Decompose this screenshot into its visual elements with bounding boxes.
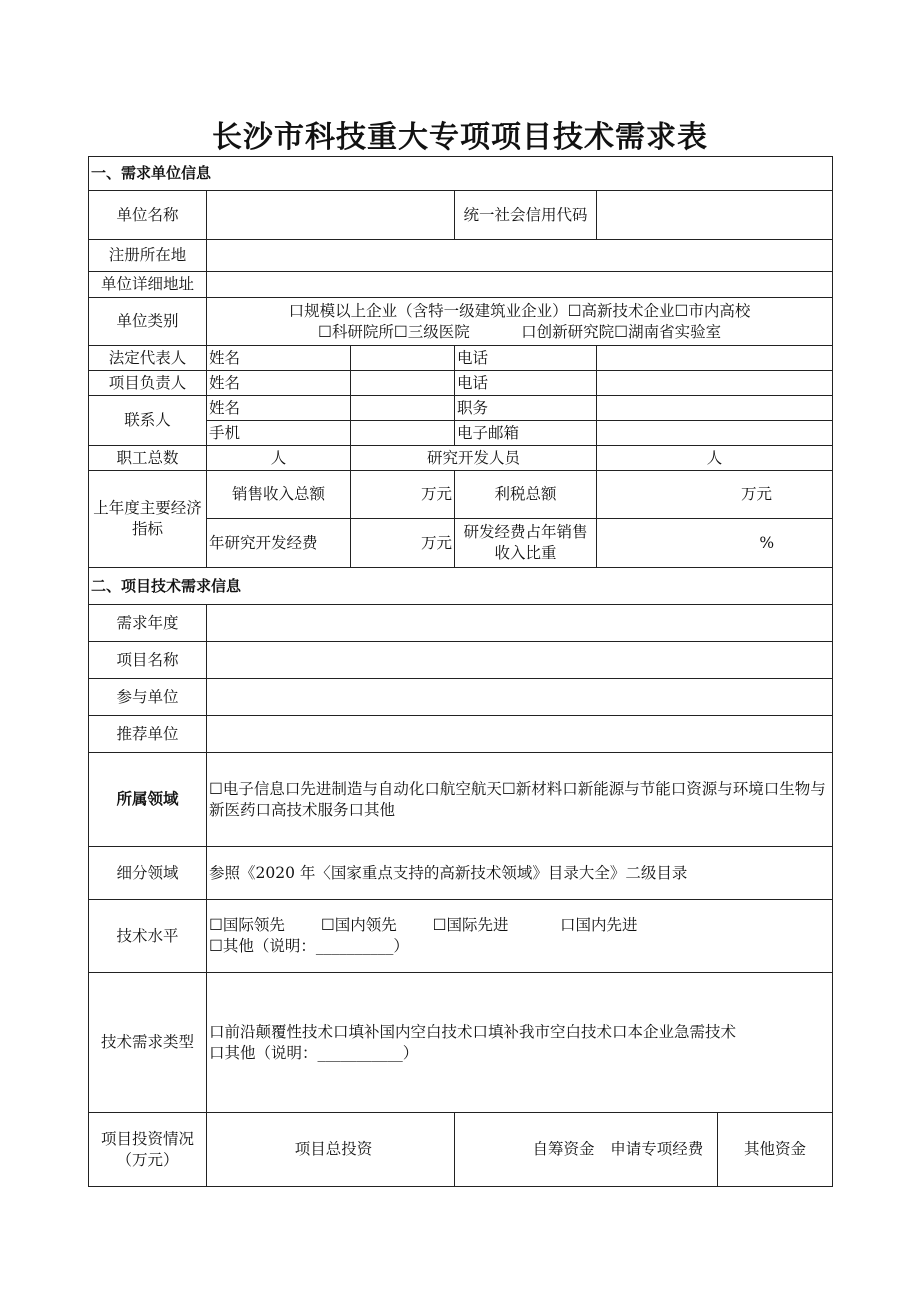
participant-field[interactable]: [207, 679, 833, 716]
tech-level-line-1[interactable]: ☐国际领先 ☐国内领先 ☐国际先进 口国内先进: [209, 916, 638, 935]
legal-rep-name-label: 姓名: [207, 346, 351, 371]
demand-type-options[interactable]: 口前沿颠覆性技术口填补国内空白技术口填补我市空白技术口本企业急需技术 口其他（说明：___________）: [207, 973, 833, 1113]
project-lead-phone-field[interactable]: [597, 371, 833, 396]
project-lead-label: 项目负责人: [89, 371, 207, 396]
staff-total-field[interactable]: [207, 446, 351, 471]
sales-field[interactable]: [351, 471, 455, 519]
requirement-form-table: [88, 156, 865, 1187]
total-investment-label: 项目总投资: [207, 1113, 455, 1187]
rd-ratio-field[interactable]: [597, 519, 833, 568]
legal-rep-name-field[interactable]: [351, 346, 455, 371]
page-title: 长沙市科技重大专项项目技术需求表: [212, 120, 708, 155]
self-funding-label: 自筹资金: [455, 1113, 597, 1187]
legal-rep-phone-label: 电话: [455, 346, 597, 371]
unit-name-label: 单位名称: [89, 191, 207, 240]
field-label: 所属领域: [89, 753, 207, 847]
recommender-label: 推荐单位: [89, 716, 207, 753]
unit-type-line-2[interactable]: ☐科研院所☐三级医院 口创新研究院☐湖南省实验室: [317, 322, 722, 341]
project-name-label: 项目名称: [89, 642, 207, 679]
sales-unit: 万元: [420, 485, 452, 504]
unit-name-field[interactable]: [207, 191, 455, 240]
project-name-field[interactable]: [207, 642, 833, 679]
contact-email-field[interactable]: [597, 421, 833, 446]
tax-label: 利税总额: [455, 471, 597, 519]
sales-label: 销售收入总额: [207, 471, 351, 519]
project-lead-name-field[interactable]: [351, 371, 455, 396]
contact-email-label: 电子邮箱: [455, 421, 597, 446]
credit-code-label: 统一社会信用代码: [455, 191, 597, 240]
rd-ratio-unit: %: [759, 533, 775, 552]
contact-position-label: 职务: [455, 396, 597, 421]
participant-label: 参与单位: [89, 679, 207, 716]
special-fund-label: 申请专项经费: [597, 1113, 718, 1187]
credit-code-field[interactable]: [597, 191, 833, 240]
tech-level-line-2[interactable]: ☐其他（说明：__________）: [209, 937, 409, 955]
tax-unit: 万元: [741, 485, 773, 504]
rd-staff-unit: 人: [706, 448, 723, 467]
staff-total-unit: 人: [270, 448, 287, 467]
project-lead-name-label: 姓名: [207, 371, 351, 396]
investment-label: 项目投资情况（万元）: [89, 1113, 207, 1187]
contact-name-field[interactable]: [351, 396, 455, 421]
subfield-text: 参照《2020 年〈国家重点支持的高新技术领域》目录大全》二级目录: [207, 847, 833, 900]
address-field[interactable]: [207, 272, 833, 298]
other-fund-label: 其他资金: [718, 1113, 833, 1187]
rd-ratio-label: 研发经费占年销售收入比重: [455, 519, 597, 568]
rd-expense-unit: 万元: [420, 533, 452, 552]
contact-position-field[interactable]: [597, 396, 833, 421]
rd-expense-label: 年研究开发经费: [207, 519, 351, 568]
tech-level-options[interactable]: [207, 900, 833, 973]
demand-year-field[interactable]: [207, 605, 833, 642]
contact-mobile-label: 手机: [207, 421, 351, 446]
project-lead-phone-label: 电话: [455, 371, 597, 396]
legal-rep-label: 法定代表人: [89, 346, 207, 371]
tech-level-label: 技术水平: [89, 900, 207, 973]
unit-type-options[interactable]: [207, 298, 833, 346]
unit-type-line-1[interactable]: 口规模以上企业（含特一级建筑业企业）☐高新技术企业☐市内高校: [288, 301, 751, 320]
unit-type-label: 单位类别: [89, 298, 207, 346]
rd-expense-field[interactable]: [351, 519, 455, 568]
staff-total-label: 职工总数: [89, 446, 207, 471]
legal-rep-phone-field[interactable]: [597, 346, 833, 371]
reg-location-label: 注册所在地: [89, 240, 207, 272]
reg-location-field[interactable]: [207, 240, 833, 272]
field-options[interactable]: ☐电子信息口先进制造与自动化口航空航天☐新材料口新能源与节能口资源与环境口生物与新医药口高技术服务口其他: [207, 753, 833, 847]
econ-indicator-label: 上年度主要经济指标: [89, 471, 207, 568]
contact-mobile-field[interactable]: [351, 421, 455, 446]
rd-staff-label: 研究开发人员: [351, 446, 597, 471]
section-2-heading: 二、项目技术需求信息: [89, 568, 833, 605]
contact-name-label: 姓名: [207, 396, 351, 421]
rd-staff-field[interactable]: [597, 446, 833, 471]
demand-year-label: 需求年度: [89, 605, 207, 642]
subfield-label: 细分领域: [89, 847, 207, 900]
recommender-field[interactable]: [207, 716, 833, 753]
section-1-heading: 一、需求单位信息: [89, 157, 833, 191]
demand-type-label: 技术需求类型: [89, 973, 207, 1113]
contact-label: 联系人: [89, 396, 207, 446]
address-label: 单位详细地址: [89, 272, 207, 298]
tax-field[interactable]: [597, 471, 833, 519]
